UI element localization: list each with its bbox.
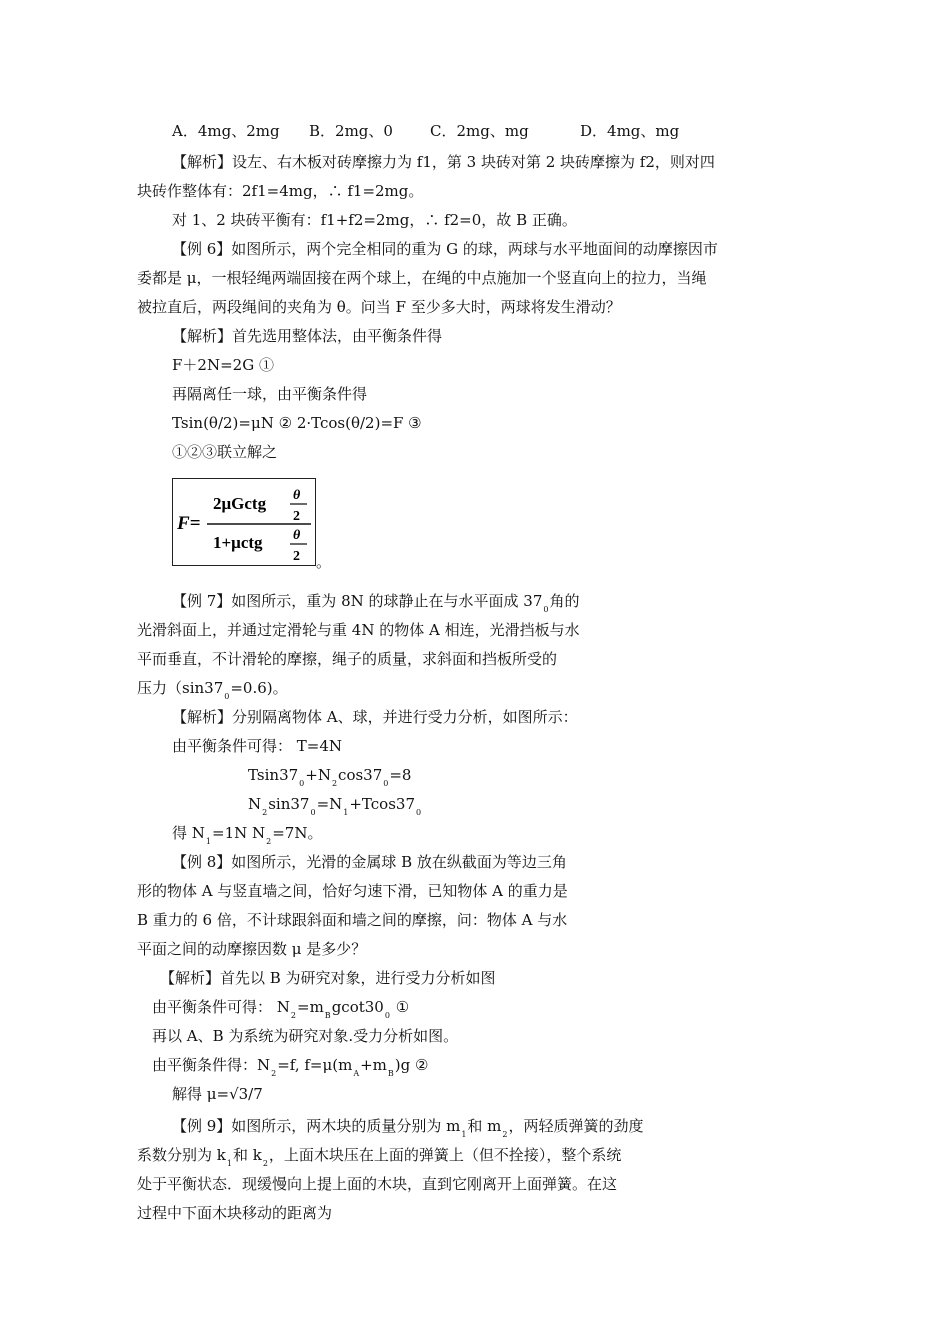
option-d: D．4mg、mg xyxy=(580,122,680,140)
example-6-line-2: 委都是 μ，一根轻绳两端固接在两个球上，在绳的中点施加一个竖直向上的拉力，当绳 xyxy=(137,269,707,287)
option-a: A．4mg、2mg xyxy=(172,122,280,140)
example-7-line-3: 平而垂直，不计滑轮的摩擦，绳子的质量，求斜面和挡板所受的 xyxy=(137,650,558,668)
example-8-line-2: 形的物体 A 与竖直墙之间，恰好匀速下滑，已知物体 A 的重力是 xyxy=(137,882,568,900)
example-7-analysis-1: 【解析】分别隔离物体 A、球，并进行受力分析，如图所示： xyxy=(172,708,578,726)
example-8-analysis-2: 再以 A、B 为系统为研究对象.受力分析如图。 xyxy=(152,1027,459,1045)
formula-box xyxy=(172,478,316,566)
example-7-line-4: 压力$(\sin 37_0=0.6)$。 xyxy=(137,679,288,701)
example-6-equation-2-3: Tsin(θ/2)=μN ② 2·Tcos(θ/2)=F ③ xyxy=(172,414,422,432)
example-6-analysis-3: ①②③联立解之 xyxy=(172,443,278,461)
example-9-line-4: 过程中下面木块移动的距离为 xyxy=(137,1204,333,1222)
example-7-equation-1: $Tsin37_0+N_2\cos 37_0=8$ xyxy=(248,766,412,788)
option-b: B．2mg、0 xyxy=(309,122,393,140)
formula-end-mark: 。 xyxy=(316,553,332,571)
analysis-5-line-1: 【解析】设左、右木板对砖摩擦力为 f1，第 3 块砖对第 2 块砖摩擦为 f2，则对四 xyxy=(172,153,715,171)
analysis-5-line-3: 对 1、2 块砖平衡有：f1+f2=2mg，∴ f2=0，故 B 正确。 xyxy=(172,211,577,229)
option-c: C．2mg、mg xyxy=(430,122,529,140)
example-7-result: 得 $N_1=1N$ $N_2=7N$。 xyxy=(172,824,323,846)
formula-numerator: 2μGctg xyxy=(213,494,267,513)
example-8-line-3: B 重力的 6 倍，不计球跟斜面和墙之间的摩擦，问：物体 A 与水 xyxy=(137,911,568,929)
example-9-line-2: 系数分别为 $k_1$和 $k_2$，上面木块压在上面的弹簧上（但不拴接），整个系统 xyxy=(137,1146,622,1168)
example-8-line-1: 【例 8】如图所示，光滑的金属球 B 放在纵截面为等边三角 xyxy=(172,853,567,871)
example-9-line-1: 【例 9】如图所示，两木块的质量分别为 $m_1$和 $m_2$，两轻质弹簧的劲度 xyxy=(172,1117,644,1139)
example-6-analysis-2: 再隔离任一球，由平衡条件得 xyxy=(172,385,368,403)
example-7-line-1: 【例 7】如图所示，重为 8N 的球静止在与水平面成 $37_0$角的 xyxy=(172,592,580,614)
formula-denominator: 1+μctg xyxy=(213,533,263,552)
example-8-line-4: 平面之间的动摩擦因数 μ 是多少？ xyxy=(137,940,367,958)
example-8-equation-1: 由平衡条件可得： $N_2=m_Bgcot30_0$ ① xyxy=(152,998,410,1020)
analysis-5-line-2: 块砖作整体有：2f1=4mg，∴ f1=2mg。 xyxy=(137,182,424,200)
answer-options xyxy=(172,121,680,141)
example-6-line-3: 被拉直后，两段绳间的夹角为 θ。问当 F 至少多大时，两球将发生滑动？ xyxy=(137,298,621,316)
formula-lhs: F= xyxy=(177,513,201,534)
example-6-line-1: 【例 6】如图所示，两个完全相同的重为 G 的球，两球与水平地面间的动摩擦因市 xyxy=(172,240,718,258)
example-8-analysis-1: 【解析】首先以 B 为研究对象，进行受力分析如图 xyxy=(160,969,496,987)
example-7-equation-2: $N_2\sin 37_0=N_1+Tcos37_0$ xyxy=(248,795,422,817)
example-6-equation-1: F＋2N=2G ① xyxy=(172,356,274,374)
formula-den-theta: θ xyxy=(293,528,301,543)
formula-den-two: 2 xyxy=(293,549,300,564)
example-6-analysis-1: 【解析】首先选用整体法，由平衡条件得 xyxy=(172,327,443,345)
example-8-result: 解得 μ=√3/7 xyxy=(172,1085,263,1103)
example-7-analysis-2: 由平衡条件可得： T=4N xyxy=(172,737,343,755)
example-8-equation-2: 由平衡条件得：$N_2=f$, $f=\mu(m_A+m_B)g$ ② xyxy=(152,1056,429,1078)
example-7-line-2: 光滑斜面上，并通过定滑轮与重 4N 的物体 A 相连，光滑挡板与水 xyxy=(137,621,580,639)
formula-num-two: 2 xyxy=(293,509,300,524)
example-9-line-3: 处于平衡状态．现缓慢向上提上面的木块，直到它刚离开上面弹簧。在这 xyxy=(137,1175,618,1193)
formula-num-theta: θ xyxy=(293,488,301,503)
